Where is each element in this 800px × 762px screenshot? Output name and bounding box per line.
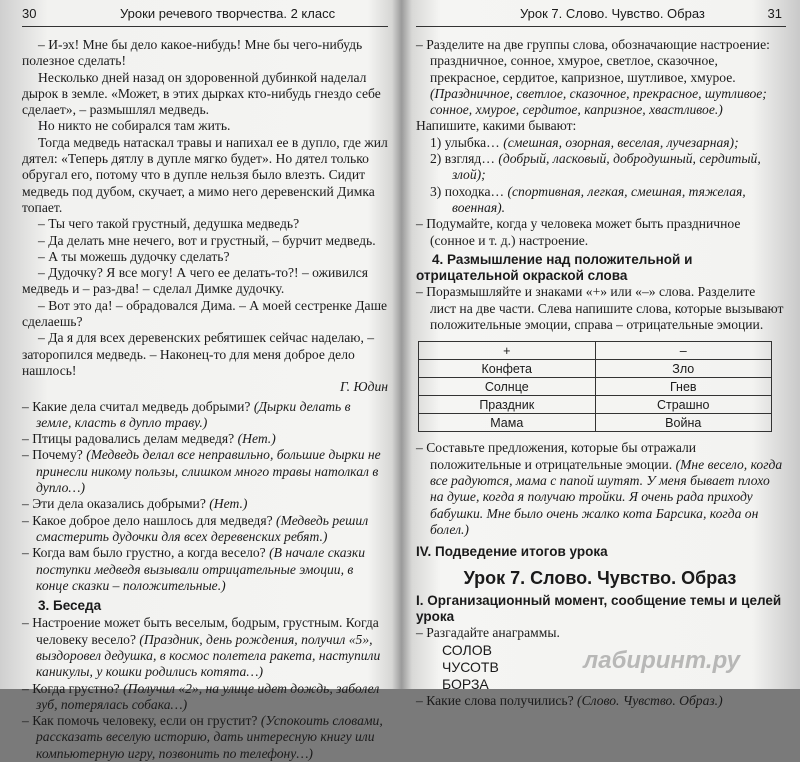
table-cell: Война: [595, 414, 772, 432]
question-item: – Какие дела считал медведь добрыми? (Дырки делать в земле, класть в дупло траву.): [22, 398, 351, 430]
story-paragraph: – И-эх! Мне бы дело какое-нибудь! Мне бы чего-нибудь полезное сделать!: [22, 37, 363, 69]
table-cell: Солнце: [419, 378, 596, 396]
table-row: [419, 378, 772, 396]
table-row: [419, 396, 772, 414]
anagram-word: СОЛОВ: [442, 641, 492, 658]
story-author: Г. Юдин: [339, 379, 388, 395]
anagram-word: БОРЗА: [442, 675, 489, 692]
page-number-right: 31: [767, 6, 782, 21]
story-paragraph: Но никто не собирался там жить.: [38, 118, 231, 134]
question-item: – Птицы радовались делам медведя? (Нет.): [22, 431, 276, 447]
section-heading: I. Организационный момент, сообщение темы и целей урока: [416, 592, 782, 625]
header-rule-right: [416, 26, 786, 27]
question-item: – Когда грустно? (Получил «2», на улице идет дождь, заболел зуб, потерялась собака…): [22, 680, 380, 712]
task-item: – Составьте предложения, которые бы отражали положительные и отрицательные эмоции. (Мне весело, когда все радуются, мама с папой шутят. У меня бывает плохо на душе, когда я получаю тройки. Я очень рада приходу бабушки. Мне было очень жалко кота Барсика, когда он болел.): [416, 440, 783, 537]
section-heading: IV. Подведение итогов урока: [416, 544, 608, 560]
table-cell: Гнев: [595, 378, 772, 396]
section-heading: 4. Размышление над положительной и отрицательной окраской слова: [416, 251, 693, 284]
table-cell: Конфета: [419, 360, 596, 378]
numbered-item: 1) улыбка… (смешная, озорная, веселая, лучезарная);: [430, 134, 739, 150]
anagram-word: ЧУСОТВ: [442, 658, 499, 675]
lesson-title: Урок 7. Слово. Чувство. Образ: [463, 568, 737, 589]
emotion-words-table: [418, 341, 772, 432]
table-cell: Мама: [419, 414, 596, 432]
story-paragraph: Несколько дней назад он здоровенной дубинкой наделал дырок в земле. «Может, в этих дырках кто-нибудь гнездо себе сделает», – размышлял медведь.: [22, 69, 381, 118]
header-rule-left: [22, 26, 388, 27]
question-item: – Эти дела оказались добрыми? (Нет.): [22, 496, 248, 512]
page-number-left: 30: [22, 6, 37, 21]
section-heading: 3. Беседа: [38, 598, 102, 614]
story-paragraph: – Да делать мне нечего, вот и грустный, – бурчит медведь.: [38, 232, 376, 248]
table-row: [419, 414, 772, 432]
right-page: [402, 0, 800, 708]
question-item: – Когда вам было грустно, а когда весело? (В начале сказки поступки медведя вызывали отрицательные эмоции, в конце сказки – положительные.): [22, 545, 366, 593]
story-paragraph: – Дудочку? Я все могу! А чего ее делать-то?! – оживился медведь и – раз-два! – сделал Димке дудочку.: [22, 265, 369, 297]
numbered-item: 2) взгляд… (добрый, ласковый, добродушный, сердитый, злой);: [430, 151, 761, 183]
running-title-left: Уроки речевого творчества. 2 класс: [120, 6, 336, 21]
numbered-item: 3) походка… (спортивная, легкая, смешная, тяжелая, военная).: [430, 183, 746, 215]
table-cell: Зло: [595, 360, 772, 378]
story-paragraph: – Ты чего такой грустный, дедушка медведь?: [38, 216, 300, 232]
table-cell: Праздник: [419, 396, 596, 414]
task-item: – Поразмышляйте и знаками «+» или «–» слова. Разделите лист на две части. Слева напишите слова, которые вызывают положительные эмоции, справа – отрицательные эмоции.: [416, 284, 784, 333]
table-header-cell: +: [419, 342, 596, 360]
running-title-right: Урок 7. Слово. Чувство. Образ: [520, 6, 705, 21]
watermark: лабиринт.ру: [583, 647, 740, 674]
right-page-text: [416, 37, 784, 709]
left-page-text: [22, 37, 388, 762]
table-header-row: [419, 342, 772, 360]
story-paragraph: – Вот это да! – обрадовался Дима. – А моей сестренке Даше сделаешь?: [22, 297, 388, 330]
task-item: – Подумайте, когда у человека может быть праздничное (сонное и т. д.) настроение.: [416, 216, 741, 248]
task-item: – Разгадайте анаграммы.: [416, 625, 560, 641]
story-paragraph: – А ты можешь дудочку сделать?: [38, 248, 230, 264]
table-row: [419, 360, 772, 378]
table-cell: Страшно: [595, 396, 772, 414]
question-item: – Настроение может быть веселым, бодрым, грустным. Когда человеку весело? (Праздник, день рождения, получил «5», выздоровел дедушка, в космос полетела ракета, наступили каникулы, у кошки родились котята…): [22, 615, 381, 680]
question-item: – Какое доброе дело нашлось для медведя? (Медведь решил смастерить дудочки для всех деревенских ребят.): [22, 512, 369, 544]
question-item: – Как помочь человеку, если он грустит? (Успокоить словами, рассказать веселую историю, дать интересную книгу или компьютерную игру, позвонить по телефону…): [22, 713, 383, 761]
story-paragraph: Тогда медведь натаскал травы и напихал ее в дупло, где жил дятел: «Теперь дятлу в дупле мягко будет». Но дятел только обругал его, потому что в дупле нельзя было влезть. Сидит медведь под дубом, скучает, а мимо него деревенский Димка топает.: [22, 134, 388, 215]
table-header-cell: –: [595, 342, 772, 360]
task-item: – Какие слова получились? (Слово. Чувство. Образ.): [416, 692, 723, 708]
left-page: [0, 0, 398, 761]
story-paragraph: – Да я для всех деревенских ребятишек сейчас наделаю, – заторопился медведь. – Наконец-то для меня доброе дело нашлось!: [22, 330, 375, 378]
task-item: – Разделите на две группы слова, обозначающие настроение: праздничное, сонное, хмурое, светлое, сказочное, прекрасное, сердитое, капризное, шутливое, хмурое. (Праздничное, светлое, сказочное, прекрасное, шутливое; сонное, хмурое, сердитое, капризное, хвастливое.): [416, 37, 770, 118]
question-item: – Почему? (Медведь делал все неправильно, большие дырки не принесли никому пользы, слишком много травы натолкал в дупло…): [22, 447, 381, 496]
task-item: Напишите, какими бывают:: [416, 118, 577, 134]
